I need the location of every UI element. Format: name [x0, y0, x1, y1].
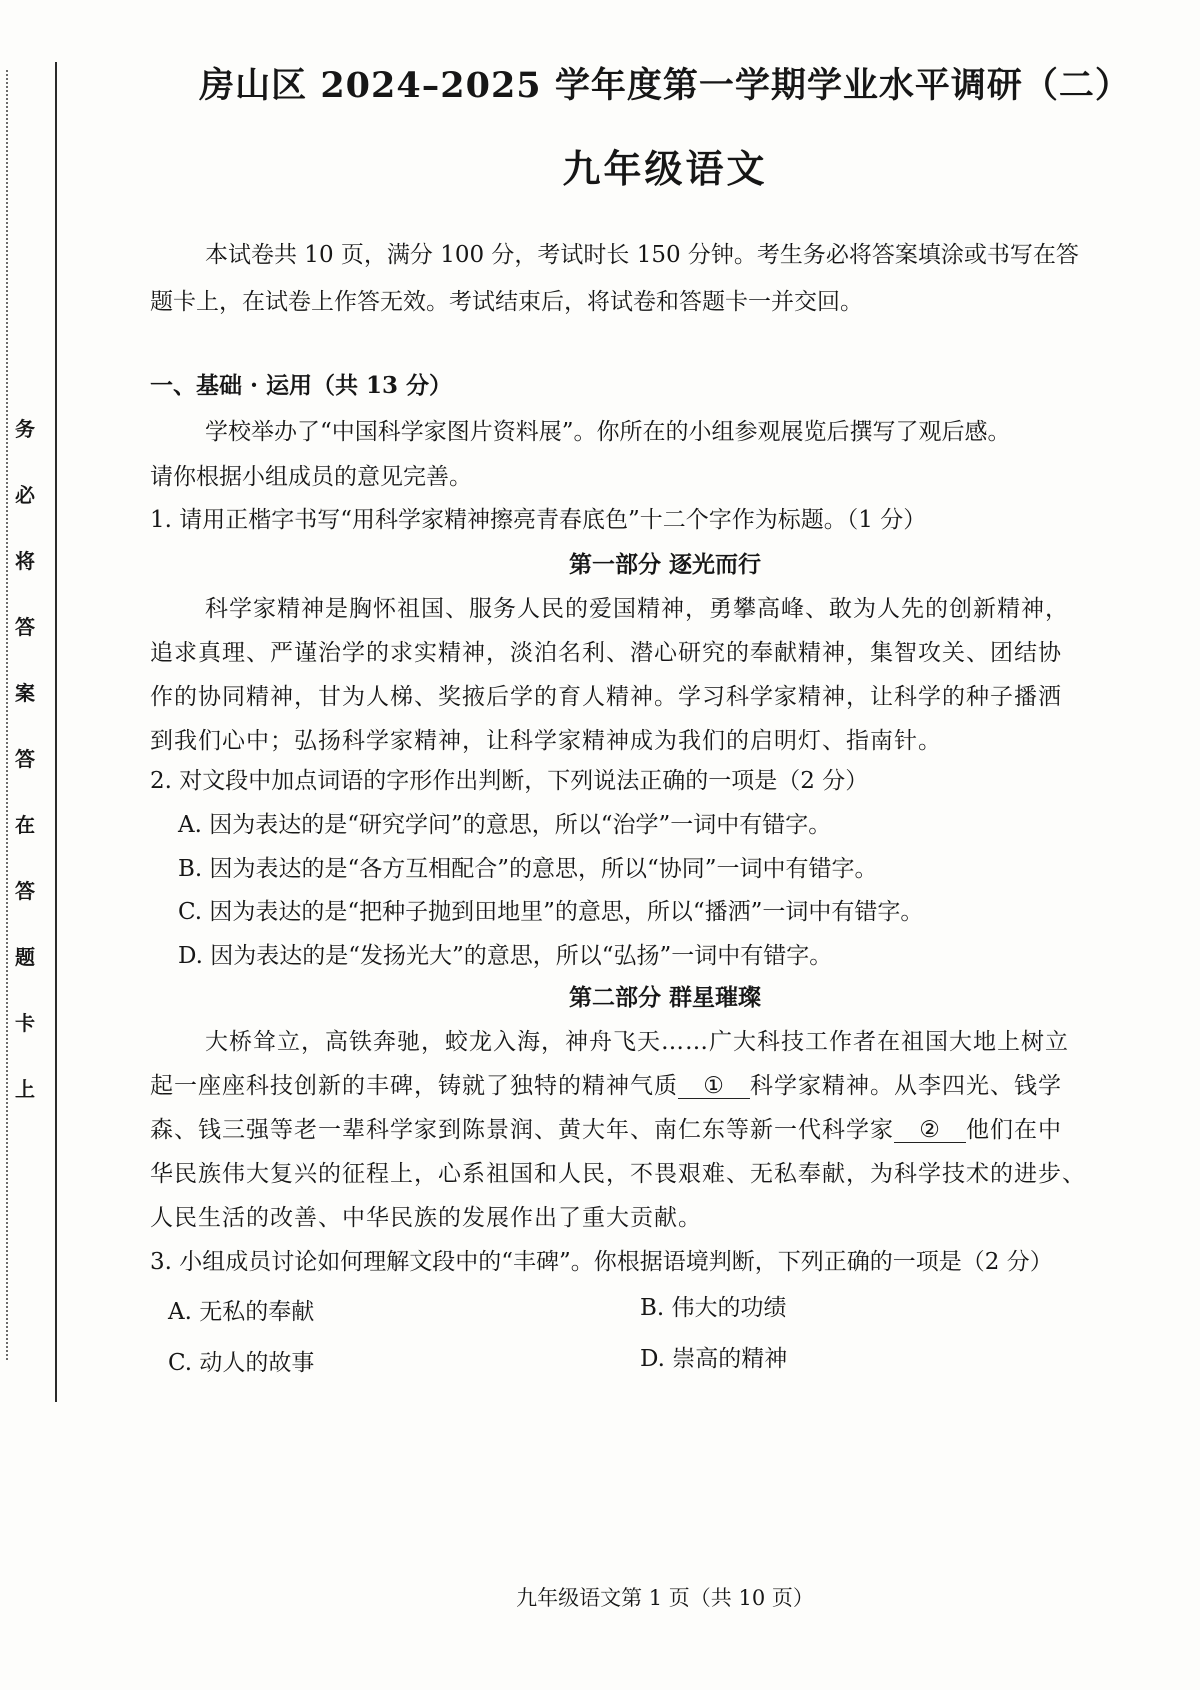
exam-subject-title: 九年级语文: [562, 146, 768, 191]
binding-margin: [0, 0, 58, 1690]
margin-note-char: 务: [15, 417, 35, 441]
blank-2: ②: [894, 1118, 966, 1143]
passage-line: [150, 1115, 1180, 1145]
passage-line: 人民生活的改善、中华民族的发展作出了重大贡献。: [150, 1205, 702, 1231]
passage-text: 科学家精神。从李四光、钱学: [750, 1073, 1062, 1099]
q3-option-b: B. 伟大的功绩: [640, 1295, 787, 1321]
q3-option-c: C. 动人的故事: [168, 1350, 315, 1376]
passage-text: 森、钱三强等老一辈科学家到陈景润、黄大年、南仁东等新一代科学家: [150, 1117, 894, 1143]
margin-note-char: 答: [15, 747, 35, 771]
margin-note-char: 必: [15, 483, 35, 507]
passage-text: 他们在中: [966, 1117, 1062, 1143]
part-heading: 第二部分 群星璀璨: [568, 984, 761, 1011]
intro-line: 题卡上，在试卷上作答无效。考试结束后，将试卷和答题卡一并交回。: [150, 289, 863, 315]
passage-line: 到我们心中；弘扬科学家精神，让科学家精神成为我们的启明灯、指南针。: [150, 728, 942, 754]
margin-note-char: 将: [15, 549, 35, 573]
margin-note-char: 在: [15, 813, 35, 837]
q2-option-a: A. 因为表达的是“研究学问”的意思，所以“治学”一词中有错字。: [178, 812, 832, 838]
margin-note-char: 题: [15, 945, 35, 969]
exam-title: 房山区 2024–2025 学年度第一学期学业水平调研（二）: [199, 65, 1131, 106]
part-heading: 第一部分 逐光而行: [568, 551, 761, 578]
section-heading: 一、基础 · 运用（共 13 分）: [150, 372, 453, 399]
question-1: 1. 请用正楷字书写“用科学家精神擦亮青春底色”十二个字作为标题。（1 分）: [150, 507, 927, 533]
passage-line: 追求真理、严谨治学的求实精神，淡泊名利、潜心研究的奉献精神，集智攻关、团结协: [150, 640, 1062, 666]
margin-note-char: 卡: [15, 1011, 35, 1035]
q2-option-b: B. 因为表达的是“各方互相配合”的意思，所以“协同”一词中有错字。: [178, 856, 878, 882]
margin-note-char: 答: [15, 615, 35, 639]
margin-note-char: 上: [15, 1077, 35, 1101]
margin-note: [14, 418, 36, 1144]
q2-option-c: C. 因为表达的是“把种子抛到田地里”的意思，所以“播洒”一词中有错字。: [178, 899, 924, 925]
passage-line: 科学家精神是胸怀祖国、服务人民的爱国精神，勇攀高峰、敢为人先的创新精神，: [205, 596, 1069, 622]
passage-line: 作的协同精神，甘为人梯、奖掖后学的育人精神。学习科学家精神，让科学的种子播洒: [150, 684, 1062, 710]
binding-line: [55, 62, 57, 1402]
question-2: 2. 对文段中加点词语的字形作出判断，下列说法正确的一项是（2 分）: [150, 768, 869, 794]
passage-line: 华民族伟大复兴的征程上，心系祖国和人民，不畏艰难、无私奉献，为科学技术的进步、: [150, 1161, 1086, 1187]
passage-line: [150, 1071, 1180, 1101]
margin-note-char: 案: [15, 681, 35, 705]
question-3: 3. 小组成员讨论如何理解文段中的“丰碑”。你根据语境判断，下列正确的一项是（2 分）: [150, 1249, 1053, 1275]
margin-note-char: 答: [15, 879, 35, 903]
blank-1: ①: [678, 1074, 750, 1099]
passage-text: 起一座座科技创新的丰碑，铸就了独特的精神气质: [150, 1073, 678, 1099]
page-footer: 九年级语文第 1 页（共 10 页）: [516, 1586, 814, 1610]
context-line: 学校举办了“中国科学家图片资料展”。你所在的小组参观展览后撰写了观后感。: [205, 419, 1011, 445]
q3-option-d: D. 崇高的精神: [640, 1346, 788, 1372]
q2-option-d: D. 因为表达的是“发扬光大”的意思，所以“弘扬”一词中有错字。: [178, 943, 833, 969]
edge-dotted-line: [6, 70, 9, 1360]
intro-line: 本试卷共 10 页，满分 100 分，考试时长 150 分钟。考生务必将答案填涂或书写在答: [205, 242, 1079, 268]
context-line: 请你根据小组成员的意见完善。: [150, 464, 472, 490]
passage-line: 大桥耸立，高铁奔驰，蛟龙入海，神舟飞天……广大科技工作者在祖国大地上树立: [205, 1029, 1069, 1055]
q3-option-a: A. 无私的奉献: [168, 1299, 315, 1325]
